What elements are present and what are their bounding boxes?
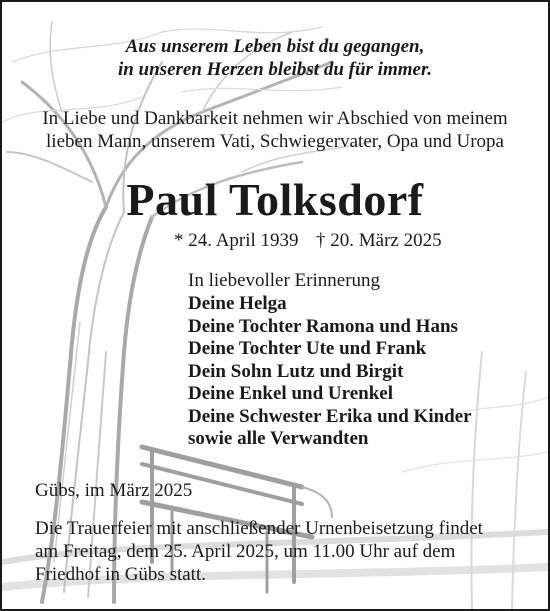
mourner-line: Deine Schwester Erika und Kinder [188, 406, 472, 427]
mourner-line: Deine Helga [188, 293, 287, 314]
motto-line: Aus unserem Leben bist du gegangen, [125, 36, 425, 57]
mourner-line: Deine Tochter Ute und Frank [188, 338, 427, 359]
place-date: Gübs, im März 2025 [35, 480, 193, 501]
motto-line: in unseren Herzen bleibst du für immer. [117, 59, 433, 80]
intro-line: lieben Mann, unserem Vati, Schwiegervater, Opa und Uropa [46, 131, 504, 152]
mourner-line: sowie alle Verwandten [188, 428, 369, 449]
birth-date: * 24. April 1939 [174, 230, 299, 251]
mourner-line: Dein Sohn Lutz und Birgit [188, 361, 404, 382]
death-date: † 20. März 2025 [316, 230, 442, 251]
mourner-line: Deine Enkel und Urenkel [188, 383, 393, 404]
deceased-name: Paul Tolksdorf [126, 174, 424, 225]
funeral-info-line: am Freitag, dem 25. April 2025, um 11.00 Uhr auf dem [35, 541, 456, 562]
memory-heading: In liebevoller Erinnerung [188, 270, 381, 291]
funeral-info-line: Die Trauerfeier mit anschließender Urnenbeisetzung findet [35, 518, 483, 539]
mourner-line: Deine Tochter Ramona und Hans [188, 316, 458, 337]
intro-line: In Liebe und Dankbarkeit nehmen wir Abschied von meinem [42, 108, 508, 129]
funeral-info-line: Friedhof in Gübs statt. [35, 564, 206, 585]
